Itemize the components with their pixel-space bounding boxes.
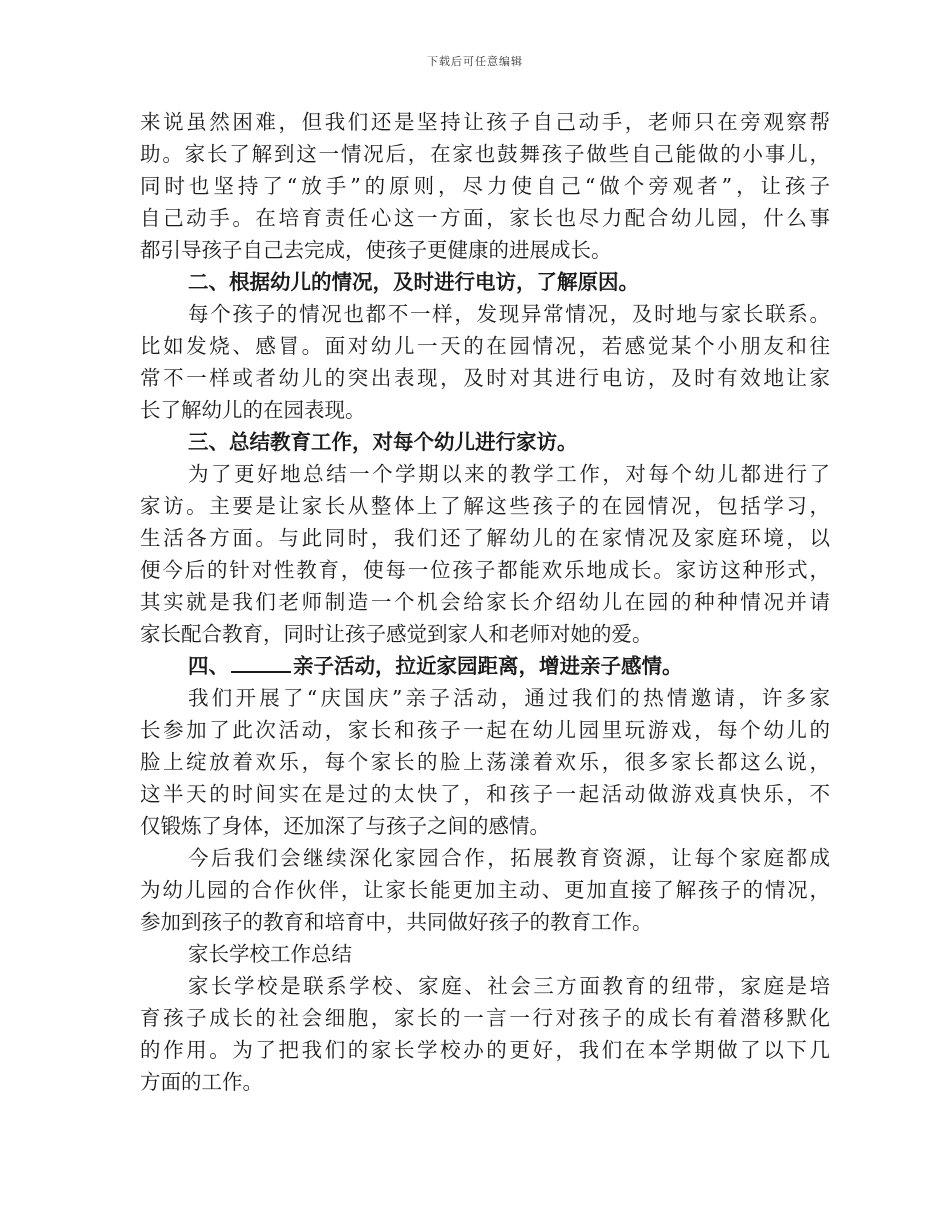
section-heading-4 [140,650,830,682]
heading-suffix: 亲子活动，拉近家园距离，增进亲子感情。 [293,654,683,678]
page-header: 下载后可任意编辑 [427,55,523,68]
paragraph-line: 仅锻炼了身体，还加深了与孩子之间的感情。 [140,814,550,838]
paragraph-line: 长参加了此次活动，家长和孩子一起在幼儿园里玩游戏，每个幼儿的 [140,718,830,742]
section-title: 家长学校工作总结 [188,942,352,966]
paragraph-line: 为幼儿园的合作伙伴，让家长能更加主动、更加直接了解孩子的情况， [140,878,830,902]
paragraph-line: 比如发烧、感冒。面对幼儿一天的在园情况，若感觉某个小朋友和往 [140,334,830,358]
section-heading-2: 二、根据幼儿的情况，及时进行电访，了解原因。 [188,270,639,294]
paragraph-line: 的作用。为了把我们的家长学校办的更好，我们在本学期做了以下几 [140,1038,830,1062]
paragraph-line: 长了解幼儿的在园表现。 [140,398,366,422]
paragraph-line: 都引导孩子自己去完成，使孩子更健康的进展成长。 [140,238,612,262]
paragraph-line: 育孩子成长的社会细胞，家长的一言一行对孩子的成长有着潜移默化 [140,1006,830,1030]
paragraph-line: 自己动手。在培育责任心这一方面，家长也尽力配合幼儿园，什么事 [140,206,830,230]
paragraph-line: 我们开展了“庆国庆”亲子活动，通过我们的热情邀请，许多家 [188,686,830,710]
paragraph-line: 家长学校是联系学校、家庭、社会三方面教育的纽带，家庭是培 [188,974,830,998]
paragraph-line: 生活各方面。与此同时，我们还了解幼儿的在家情况及家庭环境，以 [140,526,830,550]
paragraph-line: 其实就是我们老师制造一个机会给家长介绍幼儿在园的种种情况并请 [140,590,830,614]
paragraph-line: 今后我们会继续深化家园合作，拓展教育资源，让每个家庭都成 [188,846,830,870]
section-heading-3: 三、总结教育工作，对每个幼儿进行家访。 [188,430,578,454]
paragraph-line: 参加到孩子的教育和培育中，共同做好孩子的教育工作。 [140,910,653,934]
paragraph-line: 每个孩子的情况也都不一样，发现异常情况，及时地与家长联系。 [188,302,830,326]
paragraph-line: 为了更好地总结一个学期以来的教学工作，对每个幼儿都进行了 [188,462,830,486]
paragraph-line: 方面的工作。 [140,1070,263,1094]
paragraph-line: 常不一样或者幼儿的突出表现，及时对其进行电访，及时有效地让家 [140,366,830,390]
paragraph-line: 助。家长了解到这一情况后，在家也鼓舞孩子做些自己能做的小事儿， [140,142,830,166]
paragraph-line: 便今后的针对性教育，使每一位孩子都能欢乐地成长。家访这种形式， [140,558,830,582]
paragraph-line: 同时也坚持了“放手”的原则，尽力使自己“做个旁观者”，让孩子 [140,174,830,198]
paragraph-line: 来说虽然困难，但我们还是坚持让孩子自己动手，老师只在旁观察帮 [140,110,830,134]
paragraph-line: 家长配合教育，同时让孩子感觉到家人和老师对她的爱。 [140,622,653,646]
document-body [140,106,830,1098]
blank-underline [231,653,291,673]
paragraph-line: 脸上绽放着欢乐，每个家长的脸上荡漾着欢乐，很多家长都这么说， [140,750,830,774]
heading-prefix: 四、 [188,654,229,678]
paragraph-line: 家访。主要是让家长从整体上了解这些孩子的在园情况，包括学习， [140,494,830,518]
paragraph-line: 这半天的时间实在是过的太快了，和孩子一起活动做游戏真快乐，不 [140,782,830,806]
